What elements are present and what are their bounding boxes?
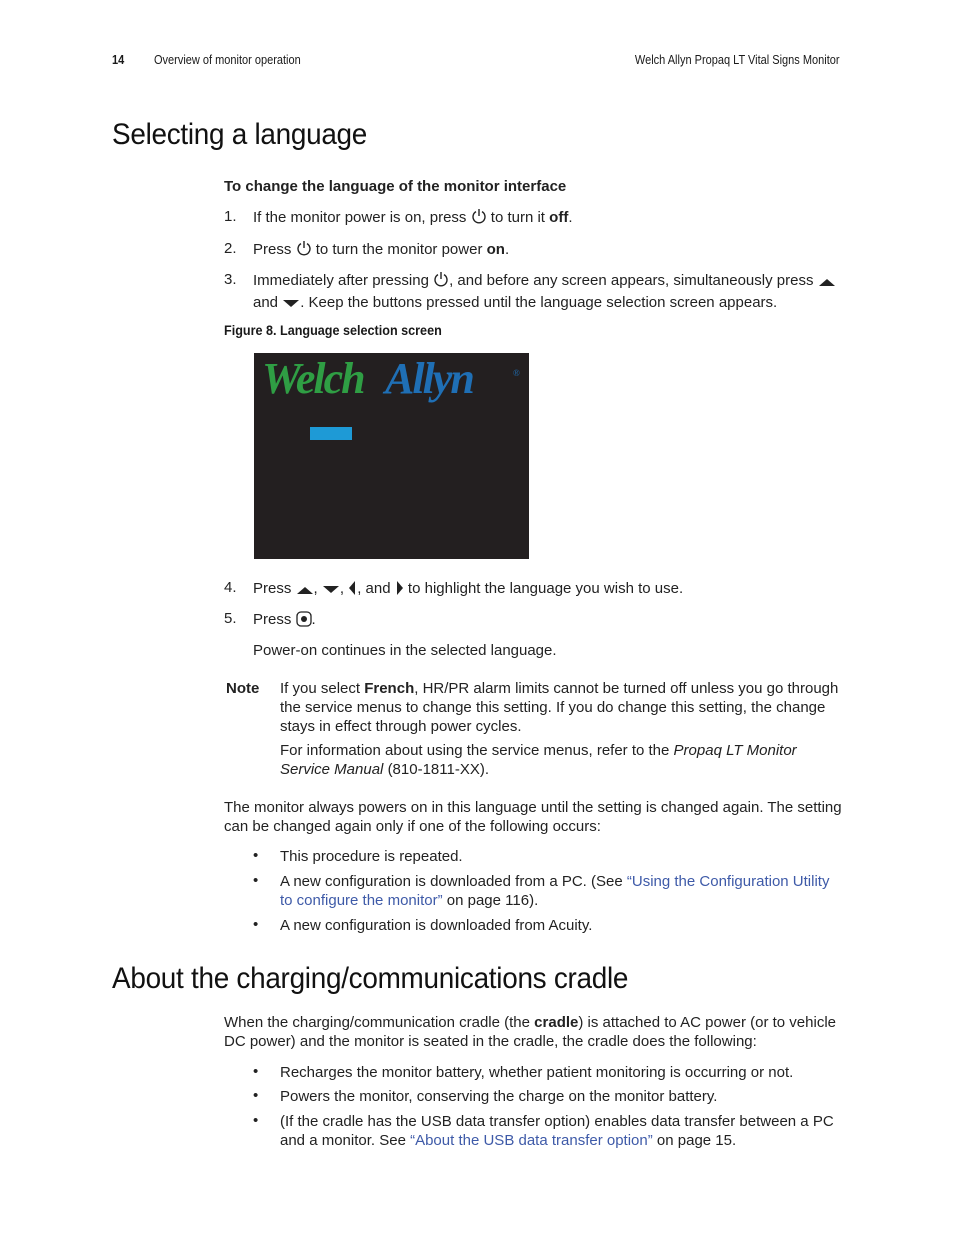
intro-text: ) is attached to AC power (or to vehicle DC power) and the monitor is seated in the cradle, the cradle does the following: (224, 1014, 836, 1050)
power-icon (296, 240, 312, 262)
down-arrow-icon (282, 296, 300, 315)
bullet-item: Recharges the monitor battery, whether patient monitoring is occurring or not. (280, 1064, 794, 1081)
step-text: and (253, 294, 279, 311)
step-number: 2. (224, 240, 237, 257)
step-1 (253, 208, 843, 230)
note-text: For information about using the service menus, refer to the (280, 742, 670, 759)
step-text: If the monitor power is on, press (253, 209, 467, 226)
link-configuration-utility[interactable]: “Using the Configuration Utility to configure the monitor” (280, 873, 830, 909)
step-text: . (311, 611, 316, 628)
up-arrow-icon (818, 274, 836, 293)
language-selection-screen (254, 353, 529, 559)
bullet-text: on page 15. (656, 1132, 737, 1149)
step-text: Immediately after pressing (253, 272, 429, 289)
bullet-marker: • (253, 847, 259, 864)
bullet-marker: • (253, 1112, 259, 1129)
procedure-title: To change the language of the monitor interface (224, 178, 567, 195)
intro-emphasis: cradle (534, 1014, 579, 1031)
step-text: Press (253, 611, 292, 628)
link-usb-data-transfer[interactable]: “About the USB data transfer option” (410, 1132, 653, 1149)
left-arrow-icon (348, 580, 357, 601)
note-text: (810-1811-XX). (387, 761, 490, 778)
note-paragraph-1 (280, 679, 840, 736)
step-text: Press (253, 241, 292, 258)
page-number: 14 (112, 53, 125, 67)
step-text: , and before any screen appears, simultaneously press (449, 272, 814, 289)
body-paragraph: The monitor always powers on in this language until the setting is changed again. The setting can be changed again only if one of the following occurs: (224, 799, 842, 835)
right-arrow-icon (395, 580, 404, 601)
figure-caption: Figure 8. Language selection screen (224, 322, 442, 338)
bullet-marker: • (253, 1063, 259, 1080)
logo-registered: ® (513, 368, 520, 378)
step-text: . Keep the buttons pressed until the language selection screen appears. (300, 294, 778, 311)
step-text: . (504, 241, 510, 258)
note-emphasis: French (364, 680, 415, 697)
note-paragraph-2 (280, 741, 840, 779)
step-text: to highlight the language you wish to use. (407, 580, 684, 597)
step-number: 4. (224, 579, 237, 596)
bullet-marker: • (253, 1087, 259, 1104)
bullet-text: on page 116). (446, 892, 539, 909)
header-section: Overview of monitor operation (154, 53, 301, 67)
logo-allyn: Allyn (385, 354, 473, 403)
bullet-item (280, 1112, 840, 1150)
language-highlight[interactable] (310, 427, 352, 440)
step-2 (253, 240, 843, 262)
step-text: , (339, 580, 345, 597)
step-text: , and (357, 580, 391, 597)
step-text: to turn it (490, 209, 545, 226)
step-text: Press (253, 580, 292, 597)
step-number: 5. (224, 610, 237, 627)
bullet-marker: • (253, 916, 259, 933)
note-text: If you select (280, 680, 361, 697)
header-doc-title: Welch Allyn Propaq LT Vital Signs Monitor (635, 53, 840, 67)
step-number: 1. (224, 208, 237, 225)
step-3 (253, 271, 843, 315)
bullet-item (280, 872, 840, 910)
logo-welch: Welch (262, 354, 364, 403)
cradle-intro (224, 1013, 844, 1051)
bullet-marker: • (253, 872, 259, 889)
power-icon (433, 271, 449, 293)
bullet-item: A new configuration is downloaded from Acuity. (280, 917, 593, 934)
step-text: , (313, 580, 318, 597)
section-title-cradle: About the charging/communications cradle (112, 962, 629, 995)
step-emphasis: on (486, 241, 505, 258)
note-label: Note (226, 680, 260, 697)
step-emphasis: off (549, 209, 569, 226)
power-icon (471, 208, 487, 230)
step5-result: Power-on continues in the selected language. (253, 642, 557, 659)
bullet-text: A new configuration is downloaded from a PC. (See (280, 873, 623, 890)
welch-allyn-logo (254, 353, 529, 559)
step-number: 3. (224, 271, 237, 288)
section-title-selecting-language: Selecting a language (112, 118, 368, 151)
step-text: to turn the monitor power (315, 241, 483, 258)
manual-title: Propaq LT Monitor Service Manual (280, 742, 797, 778)
step-5 (253, 610, 843, 632)
bullet-item: Powers the monitor, conserving the charge on the monitor battery. (280, 1088, 718, 1105)
select-button-icon (296, 611, 312, 632)
intro-text: When the charging/communication cradle (the (224, 1014, 530, 1031)
step-4 (253, 579, 843, 601)
down-arrow-icon (322, 582, 340, 601)
step-text: . (568, 209, 573, 226)
note-text: , HR/PR alarm limits cannot be turned off unless you go through the service menus to change this setting. If you do change this setting, the change stays in effect through power cycles. (280, 680, 839, 735)
bullet-text: (If the cradle has the USB data transfer option) enables data transfer between a PC and a monitor. See (280, 1113, 834, 1149)
up-arrow-icon (296, 582, 314, 601)
bullet-item: This procedure is repeated. (280, 848, 463, 865)
